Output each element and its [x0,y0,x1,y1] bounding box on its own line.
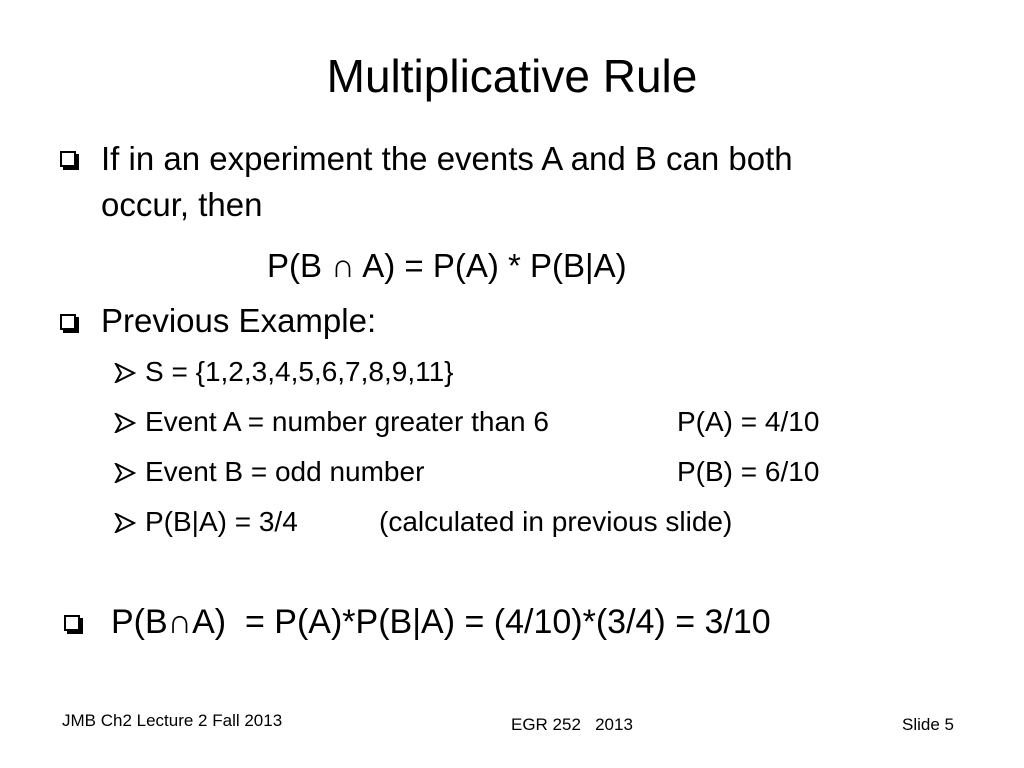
subitem-right: P(A) = 4/10 [677,406,820,437]
slide-title: Multiplicative Rule [326,50,698,102]
square-bullet-icon [60,151,76,167]
subitem-right: (calculated in previous slide) [379,506,733,537]
subitem-right: P(B) = 6/10 [677,456,820,487]
arrow-bullet-icon [114,363,136,383]
footer-slide-number: Slide 5 [902,715,954,734]
arrow-bullet-icon [114,463,136,483]
bullet1-line2: occur, then [101,186,263,223]
subitem-left: P(B|A) = 3/4 [145,506,298,537]
footer-center: EGR 252 2013 [511,715,633,734]
bullet2-label: Previous Example: [101,302,377,339]
footer-left: JMB Ch2 Lecture 2 Fall 2013 [62,711,283,730]
square-bullet-icon [60,314,76,330]
bullet1-formula: P(B ∩ A) = P(A) * P(B|A) [267,247,627,284]
bullet3-equation: P(B∩A) = P(A)*P(B|A) = (4/10)*(3/4) = 3/10 [111,603,771,641]
bullet1-line1: If in an experiment the events A and B can both [101,140,793,177]
arrow-bullet-icon [114,413,136,433]
arrow-bullet-icon [114,513,136,533]
subitem-left: Event A = number greater than 6 [145,406,549,437]
square-bullet-icon [64,615,80,631]
subitem-left: Event B = odd number [145,456,425,487]
subitem-left: S = {1,2,3,4,5,6,7,8,9,11} [145,356,454,387]
